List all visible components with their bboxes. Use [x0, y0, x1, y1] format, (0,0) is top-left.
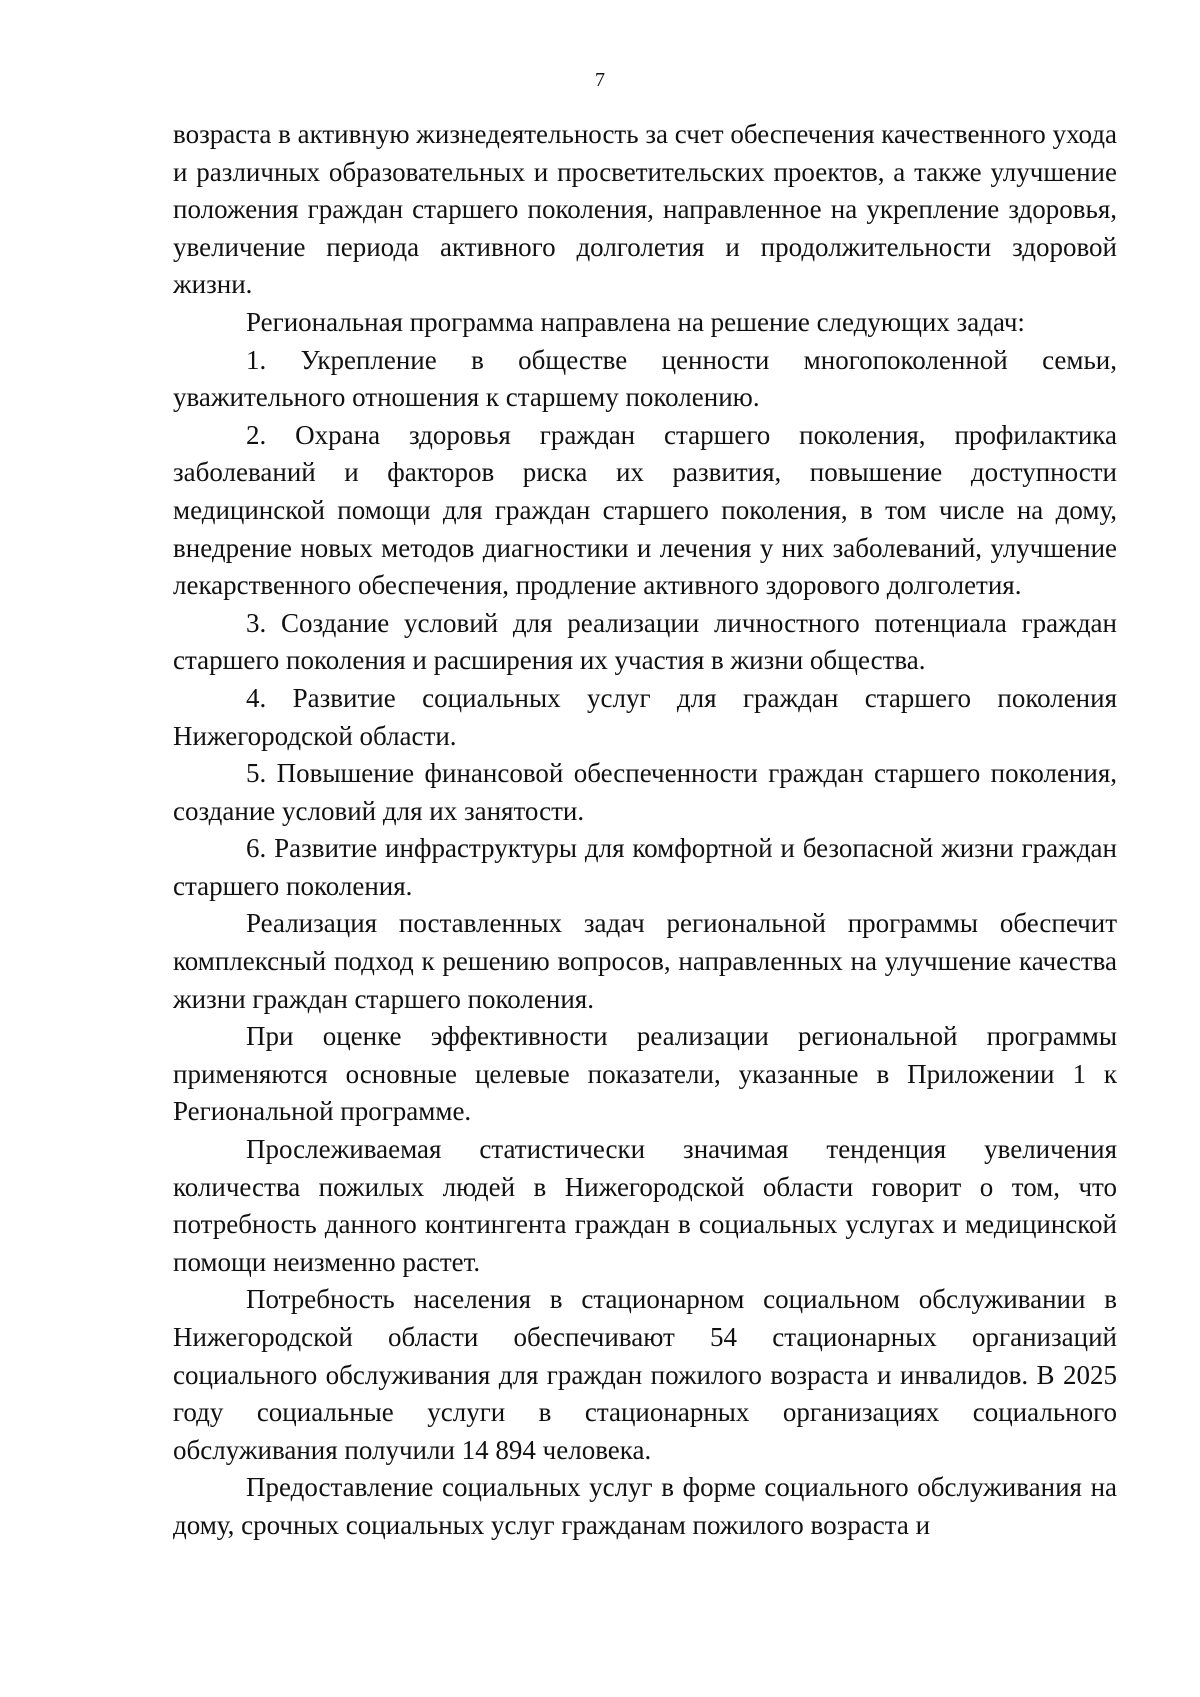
paragraph-task-5: 5. Повышение финансовой обеспеченности граждан старшего поколения, создание условий для их занятости.: [173, 758, 1117, 826]
paragraph-implementation: Реализация поставленных задач региональной программы обеспечит комплексный подход к решению вопросов, направленных на улучшение качества жизни граждан старшего поколения.: [173, 908, 1117, 1014]
paragraph-task-1: 1. Укрепление в обществе ценности многопоколенной семьи, уважительного отношения к старшему поколению.: [173, 344, 1117, 413]
paragraph-task-3: 3. Создание условий для реализации личностного потенциала граждан старшего поколения и расширения их участия в жизни общества.: [173, 607, 1117, 676]
paragraph-home-service: Предоставление социальных услуг в форме социального обслуживания на дому, срочных социальных услуг гражданам пожилого возраста и: [173, 1472, 1117, 1540]
paragraph-trend: Прослеживаемая статистически значимая тенденция увеличения количества пожилых людей в Нижегородской области говорит о том, что потребность данного контингента граждан в социальных услугах и медицинской помощи неизменно растет.: [173, 1134, 1117, 1277]
document-body: [173, 116, 1117, 1545]
paragraph-task-6: 6. Развитие инфраструктуры для комфортной и безопасной жизни граждан старшего поколения.: [173, 833, 1117, 901]
paragraph-evaluation: При оценке эффективности реализации региональной программы применяются основные целевые показатели, указанные в Приложении 1 к Региональной программе.: [173, 1021, 1117, 1127]
paragraph-stationary-service: Потребность населения в стационарном социальном обслуживании в Нижегородской области обеспечивают 54 стационарных организаций социального обслуживания для граждан пожилого возраста и инвалидов. В 2025 году социальные услуги в стационарных организациях социального обслуживания получили 14 894 человека.: [173, 1284, 1117, 1465]
paragraph-continuation: возраста в активную жизнедеятельность за счет обеспечения качественного ухода и различных образовательных и просветительских проектов, а также улучшение положения граждан старшего поколения, направленное на укрепление здоровья, увеличение периода активного долголетия и продолжительности здоровой жизни.: [173, 119, 1117, 300]
paragraph-tasks-intro: Региональная программа направлена на решение следующих задач:: [246, 306, 1025, 337]
paragraph-task-2: 2. Охрана здоровья граждан старшего поколения, профилактика заболеваний и факторов риска их развития, повышение доступности медицинской помощи для граждан старшего поколения, в том числе на дому, внедрение новых методов диагностики и лечения у них заболеваний, улучшение лекарственного обеспечения, продление активного здорового долголетия.: [173, 419, 1117, 601]
paragraph-task-4: 4. Развитие социальных услуг для граждан старшего поколения Нижегородской области.: [173, 682, 1117, 751]
page-number: 7: [595, 69, 605, 91]
